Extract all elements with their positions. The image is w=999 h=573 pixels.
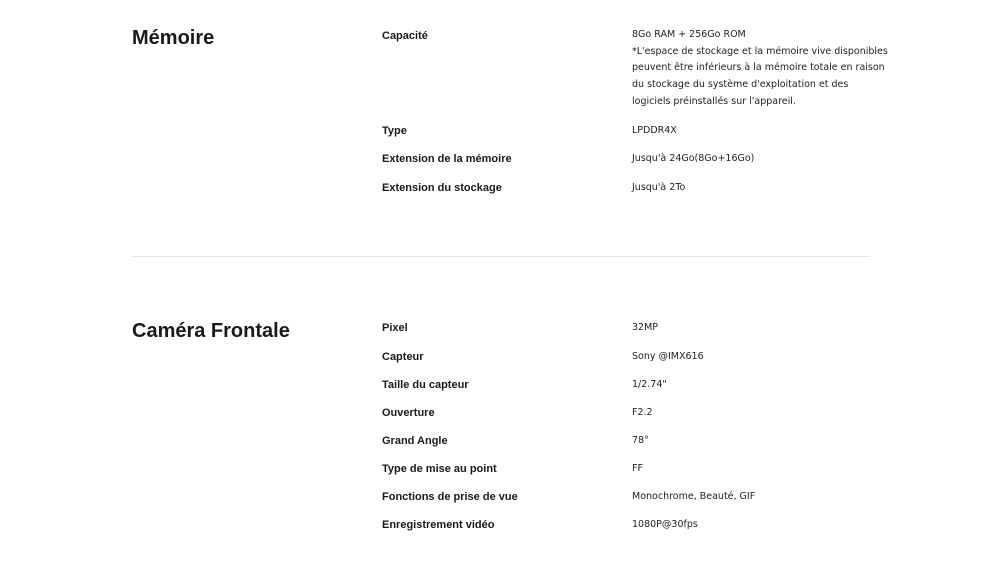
section-divider	[132, 256, 870, 257]
spec-value: Jusqu'à 24Go(8Go+16Go)	[632, 153, 755, 164]
spec-value-line: logiciels préinstallés sur l'appareil.	[632, 95, 796, 107]
spec-value-line: peuvent être inférieurs à la mémoire totale en raison	[632, 62, 885, 74]
spec-label: Ouverture	[382, 407, 435, 419]
spec-value-line: du stockage du système d'exploitation et des	[632, 79, 849, 91]
spec-label: Capteur	[382, 351, 424, 363]
spec-label: Type de mise au point	[382, 463, 497, 475]
spec-value: FF	[632, 463, 643, 474]
spec-label: Grand Angle	[382, 435, 448, 447]
spec-value-line: *L'espace de stockage et la mémoire vive disponibles	[632, 45, 888, 57]
spec-value: 1080P@30fps	[632, 519, 698, 530]
spec-value	[632, 27, 888, 111]
spec-value-line: 8Go RAM + 256Go ROM	[632, 29, 746, 40]
spec-label: Taille du capteur	[382, 379, 469, 391]
spec-value: 78°	[632, 435, 649, 446]
front-camera-section-title: Caméra Frontale	[132, 320, 290, 342]
memory-section-title: Mémoire	[132, 27, 215, 49]
spec-label: Extension du stockage	[382, 182, 502, 194]
spec-label: Extension de la mémoire	[382, 153, 512, 165]
spec-value: F2.2	[632, 407, 653, 418]
spec-label: Enregistrement vidéo	[382, 519, 495, 531]
spec-value: Sony @IMX616	[632, 351, 704, 362]
spec-value: 32MP	[632, 322, 659, 333]
spec-label: Pixel	[382, 322, 408, 334]
spec-label: Capacité	[382, 30, 428, 42]
spec-value: 1/2.74"	[632, 379, 667, 390]
spec-value: Monochrome, Beauté, GIF	[632, 491, 756, 502]
spec-value: LPDDR4X	[632, 125, 677, 136]
spec-label: Fonctions de prise de vue	[382, 491, 518, 503]
spec-value: Jusqu'à 2To	[632, 182, 686, 193]
spec-label: Type	[382, 125, 407, 137]
